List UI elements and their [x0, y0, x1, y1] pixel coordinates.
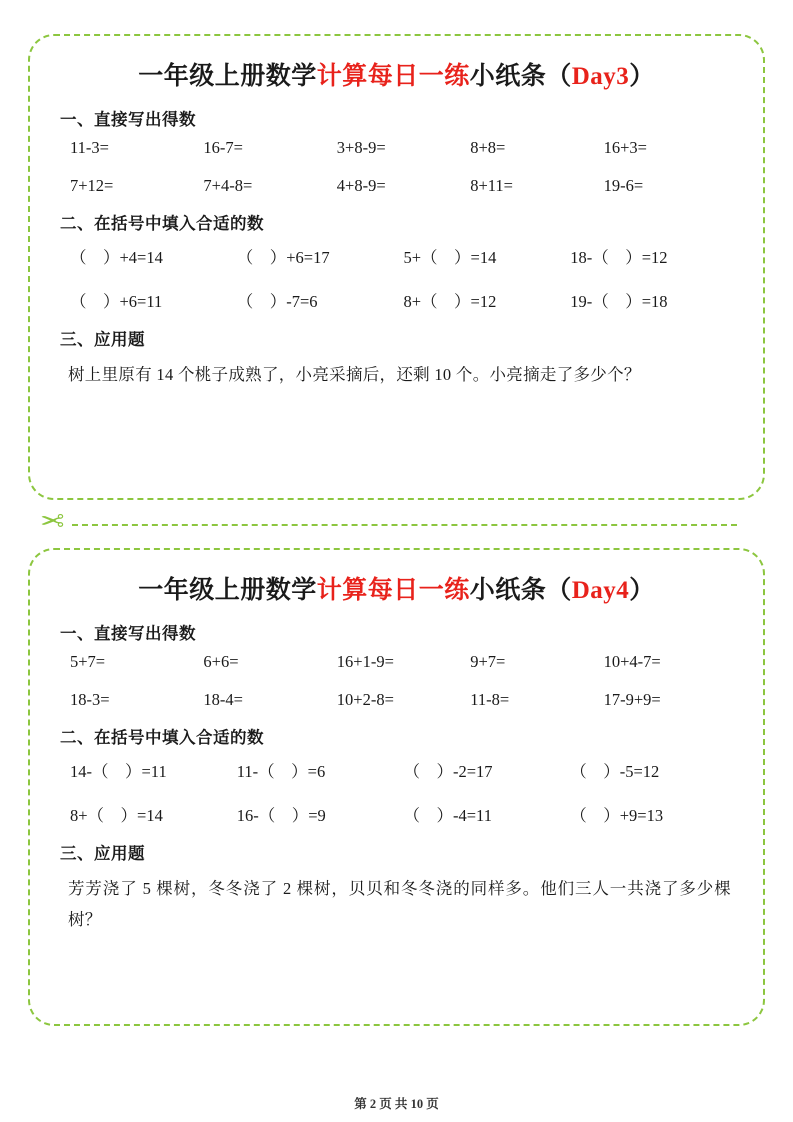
exercise-item: 7+12=	[70, 176, 114, 195]
exercise-item: 16+1-9=	[336, 652, 394, 671]
title-highlight: 计算每日一练	[316, 577, 470, 604]
exercise-item: 5+（ ）=14	[403, 248, 497, 267]
exercise-item: 6+6=	[203, 652, 239, 671]
footer-page-number: 2	[369, 1097, 377, 1111]
exercise-item: 11-（ ）=6	[236, 762, 326, 781]
exercise-item: （ ）+4=14	[70, 248, 163, 267]
exercise-item: （ ）-4=11	[403, 806, 492, 825]
scissors-icon: ✂	[40, 506, 65, 538]
page-footer	[0, 1094, 793, 1112]
exercise-item: 18-4=	[203, 690, 243, 709]
exercise-item: 10+4-7=	[603, 652, 661, 671]
section-heading-1: 一、直接写出得数	[60, 624, 196, 643]
exercise-item: 5+7=	[70, 652, 106, 671]
exercise-item: （ ）+6=11	[70, 292, 163, 311]
title-suffix: 小纸条（	[469, 577, 572, 604]
title-highlight: 计算每日一练	[316, 63, 470, 90]
section-heading-3: 三、应用题	[60, 844, 145, 863]
exercise-item: 19-6=	[603, 176, 644, 195]
exercise-item: 18-3=	[70, 690, 110, 709]
exercise-item: 17-9+9=	[603, 690, 661, 709]
exercise-item: 18-（ ）=12	[570, 248, 668, 267]
title-day-label: Day4	[571, 577, 630, 604]
exercise-item: 19-（ ）=18	[570, 292, 668, 311]
exercise-item: 8+8=	[470, 138, 506, 157]
section-heading-2: 二、在括号中填入合适的数	[60, 728, 264, 747]
exercise-item: 16-（ ）=9	[236, 806, 326, 825]
title-prefix: 一年级上册数学	[138, 577, 317, 604]
exercise-item: 16-7=	[203, 138, 243, 157]
exercise-item: 8+（ ）=14	[70, 806, 163, 825]
title-day-label: Day3	[571, 63, 630, 90]
worksheet-title-day3	[56, 56, 737, 92]
exercise-item: 11-3=	[70, 138, 109, 157]
dashed-cut-line	[72, 524, 737, 526]
title-end: ）	[629, 63, 655, 90]
title-suffix: 小纸条（	[469, 63, 572, 90]
exercise-item: （ ）-5=12	[570, 762, 660, 781]
exercise-item: （ ）-2=17	[403, 762, 493, 781]
exercise-item: 8+11=	[470, 176, 513, 195]
exercise-item: 3+8-9=	[336, 138, 386, 157]
exercise-item: 4+8-9=	[336, 176, 386, 195]
section-heading-1: 一、直接写出得数	[60, 110, 196, 129]
exercise-item: 11-8=	[470, 690, 510, 709]
exercise-item: 16+3=	[603, 138, 647, 157]
exercise-item: 9+7=	[470, 652, 506, 671]
exercise-item: 7+4-8=	[203, 176, 253, 195]
exercise-item: （ ）+9=13	[570, 806, 664, 825]
footer-prefix: 第	[354, 1097, 367, 1111]
exercise-item: 8+（ ）=12	[403, 292, 497, 311]
exercise-item: 14-（ ）=11	[70, 762, 167, 781]
exercise-grid-1	[56, 138, 737, 196]
worksheet-card-day4	[28, 548, 765, 1026]
cut-line-divider	[28, 500, 765, 548]
section-heading-2: 二、在括号中填入合适的数	[60, 214, 264, 233]
footer-suffix: 页	[426, 1097, 439, 1111]
worksheet-card-day3	[28, 34, 765, 500]
section-heading-3: 三、应用题	[60, 330, 145, 349]
exercise-grid-2	[56, 244, 737, 312]
word-problem-text: 芳芳浇了 5 棵树，冬冬浇了 2 棵树，贝贝和冬冬浇的同样多。他们三人一共浇了多少棵树？	[68, 879, 731, 929]
title-prefix: 一年级上册数学	[138, 63, 317, 90]
exercise-item: 10+2-8=	[336, 690, 394, 709]
worksheet-title-day4	[56, 570, 737, 606]
word-problem-text: 树上里原有 14 个桃子成熟了，小亮采摘后，还剩 10 个。小亮摘走了多少个？	[68, 365, 641, 384]
exercise-item: （ ）+6=17	[236, 248, 330, 267]
footer-middle: 页 共	[379, 1097, 408, 1111]
exercise-grid-2	[56, 758, 737, 826]
exercise-grid-1	[56, 652, 737, 710]
footer-total-pages: 10	[410, 1097, 424, 1111]
exercise-item: （ ）-7=6	[236, 292, 318, 311]
title-end: ）	[629, 577, 655, 604]
